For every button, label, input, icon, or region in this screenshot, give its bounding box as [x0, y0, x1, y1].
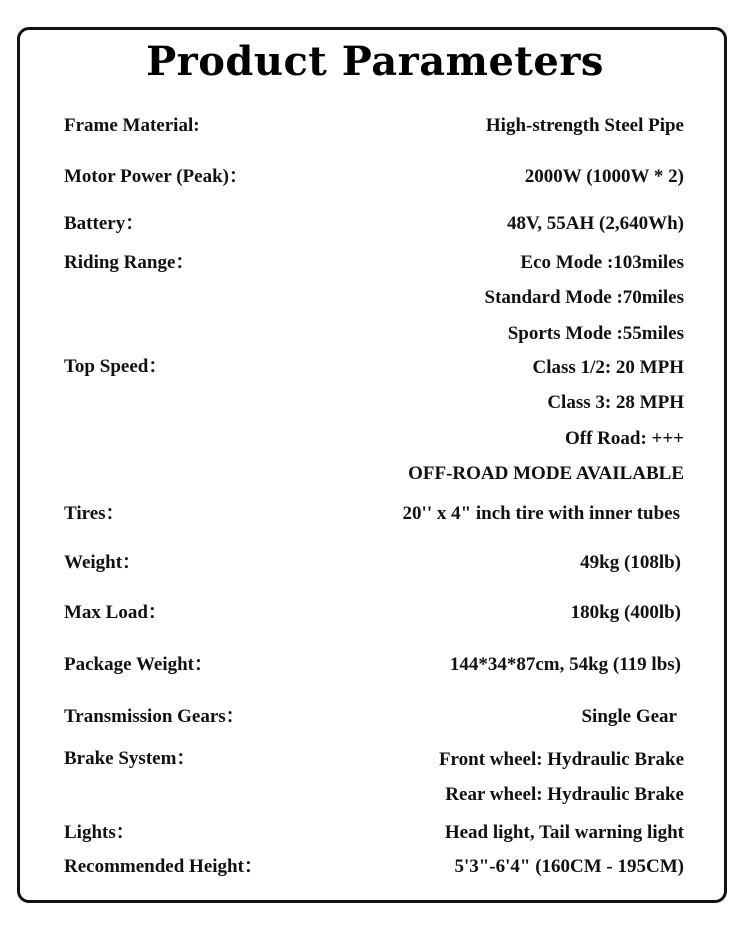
label-package-weight: Package Weight：: [64, 654, 214, 675]
value-riding-range-eco: Eco Mode :103miles: [520, 252, 684, 273]
value-frame-material: High-strength Steel Pipe: [485, 115, 684, 136]
label-battery: Battery：: [64, 213, 145, 234]
value-motor-power: 2000W (1000W * 2): [524, 166, 684, 187]
value-brake-rear: Rear wheel: Hydraulic Brake: [445, 784, 684, 805]
value-riding-range-standard: Standard Mode :70miles: [484, 287, 684, 308]
value-top-speed-class3: Class 3: 28 MPH: [547, 392, 684, 413]
value-lights: Head light, Tail warning light: [444, 822, 684, 843]
label-motor-power: Motor Power (Peak)：: [64, 166, 248, 187]
value-riding-range-sports: Sports Mode :55miles: [507, 323, 684, 344]
value-transmission-gears: Single Gear: [581, 706, 677, 727]
value-brake-front: Front wheel: Hydraulic Brake: [438, 749, 684, 770]
value-top-speed-offroad-mode: OFF-ROAD MODE AVAILABLE: [408, 463, 684, 484]
value-tires: 20'' x 4" inch tire with inner tubes: [402, 503, 680, 524]
label-transmission-gears: Transmission Gears：: [64, 706, 245, 727]
value-max-load: 180kg (400lb): [570, 602, 681, 623]
value-package-weight: 144*34*87cm, 54kg (119 lbs): [449, 654, 681, 675]
value-weight: 49kg (108lb): [580, 552, 681, 573]
label-tires: Tires：: [64, 503, 125, 524]
page-title: Product Parameters: [146, 38, 604, 85]
label-lights: Lights：: [64, 822, 135, 843]
label-riding-range: Riding Range：: [64, 252, 195, 273]
value-recommended-height: 5'3"-6'4" (160CM - 195CM): [454, 856, 684, 877]
label-max-load: Max Load：: [64, 602, 167, 623]
label-weight: Weight：: [64, 552, 142, 573]
label-brake-system: Brake System：: [64, 748, 196, 769]
label-recommended-height: Recommended Height：: [64, 856, 263, 877]
value-top-speed-class12: Class 1/2: 20 MPH: [532, 357, 684, 378]
value-top-speed-offroad: Off Road: +++: [564, 428, 684, 449]
label-top-speed: Top Speed：: [64, 356, 168, 377]
value-battery: 48V, 55AH (2,640Wh): [507, 213, 684, 234]
label-frame-material: Frame Material:: [64, 115, 200, 136]
